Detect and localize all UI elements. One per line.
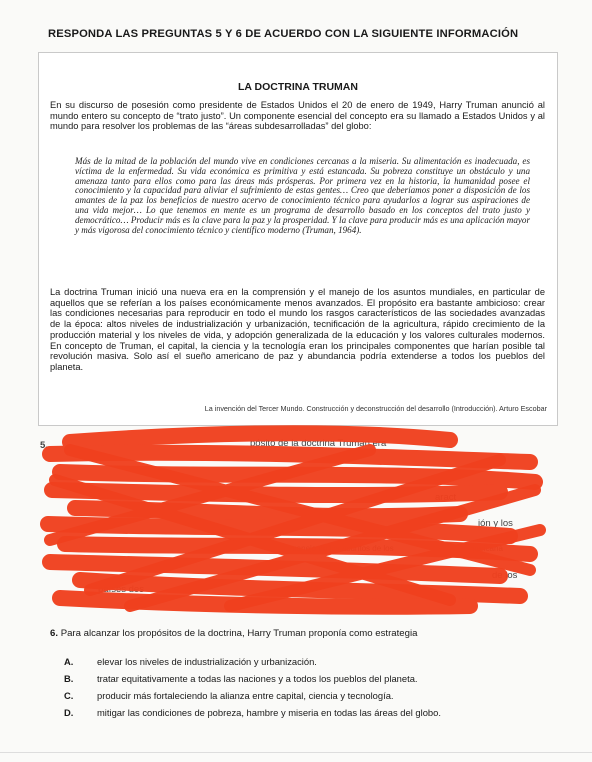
passage-intro: En su discurso de posesión como presidente de Estados Unidos el 20 de enero de 1949, Harry Truman anunció al mundo entero su concepto de “trato justo”. Un componente esencial del concepto era su llamado a Estados Unidos y al mundo para resolver los problemas de las “áreas subdesarrolladas” del globo:	[50, 100, 545, 132]
option-letter: C.	[64, 690, 74, 701]
bottom-divider	[0, 752, 592, 753]
section-heading: RESPONDA LAS PREGUNTAS 5 Y 6 DE ACUERDO CON LA SIGUIENTE INFORMACIÓN	[48, 28, 519, 40]
truman-quote: Más de la mitad de la población del mundo vive en condiciones cercanas a la miseria. Su alimentación es inadecuada, es víctima de la enfermedad. Su vida económica es primitiva y está estancada. Su pobreza constituye un obstáculo y una amenaza tanto para ellos como para las áreas más prósperas. Por primera vez en la historia, la humanidad posee el conocimiento y la capacidad para aliviar el sufrimiento de estas gentes… Creo que deberíamos poner a disposición de los amantes de la paz los beneficios de nuestro acervo de conocimiento técnico para ayudarlos a lograr sus aspiraciones de una vida mejor… Lo que tenemos en mente es un programa de desarrollo basado en los conceptos del trato justo y democrático… Producir más es la clave para la paz y la prosperidad. Y la clave para producir más es una aplicación mayor y más vigorosa del conocimiento técnico y científico moderno (Truman, 1964).	[75, 156, 530, 235]
question-5-fragment: pósito de la doctrina Truman era	[250, 438, 387, 449]
option-a[interactable]	[64, 656, 554, 673]
question-5-fragment: de los	[492, 570, 518, 581]
option-letter: D.	[64, 707, 74, 718]
question-5-fragment: aract	[435, 492, 457, 503]
option-d[interactable]	[64, 707, 554, 724]
question-6-text: Para alcanzar los propósitos de la doctrina, Harry Truman proponía como estrategia	[60, 628, 418, 639]
passage-title: LA DOCTRINA TRUMAN	[238, 81, 358, 93]
option-text: tratar equitativamente a todas las naciones y a todos los pueblos del planeta.	[97, 673, 418, 684]
option-b[interactable]	[64, 673, 554, 690]
option-text: elevar los niveles de industrialización y urbanización.	[97, 656, 317, 667]
red-scribble-redaction	[30, 420, 570, 620]
passage-source: La invención del Tercer Mundo. Construcción y deconstrucción del desarrollo (Introducción). Arturo Escobar	[204, 404, 547, 413]
reading-passage-box	[38, 52, 558, 426]
option-c[interactable]	[64, 690, 554, 707]
option-text: producir más fortaleciendo la alianza entre capital, ciencia y tecnología.	[97, 690, 394, 701]
option-text: mitigar las condiciones de pobreza, hambre y miseria en todas las áreas del globo.	[97, 707, 441, 718]
question-5-fragment: mericana	[470, 544, 503, 553]
question-5-fragment: ión y los	[478, 518, 513, 529]
passage-body: La doctrina Truman inició una nueva era en la comprensión y el manejo de los asuntos mundiales, en particular de aquellos que se referían a los países económicamente menos avanzados. El propósito era bastante ambicioso: crear las condiciones necesarias para reproducir en todo el mundo los rasgos característicos de las sociedades avanzadas de la época: altos niveles de industrialización y urbanización, tecnificación de la agricultura, rápido crecimiento de la producción material y los niveles de vida, y adopción generalizada de la educación y los valores culturales modernos. En concepto de Truman, el capital, la ciencia y la tecnología eran los principales componentes que harían posible tal revolución masiva. Solo así el sueño americano de paz y abundancia podría extenderse a todos los pueblos del planeta.	[50, 287, 545, 372]
question-6-stem	[50, 628, 570, 639]
question-5-fragment: manejo de los asuntos de los	[290, 544, 394, 553]
question-5-number: 5.	[40, 440, 48, 451]
question-6-options	[64, 656, 554, 724]
option-letter: B.	[64, 673, 74, 684]
option-letter: A.	[64, 656, 74, 667]
question-6-number: 6.	[50, 628, 59, 639]
question-5-fragment: países des	[98, 584, 144, 595]
